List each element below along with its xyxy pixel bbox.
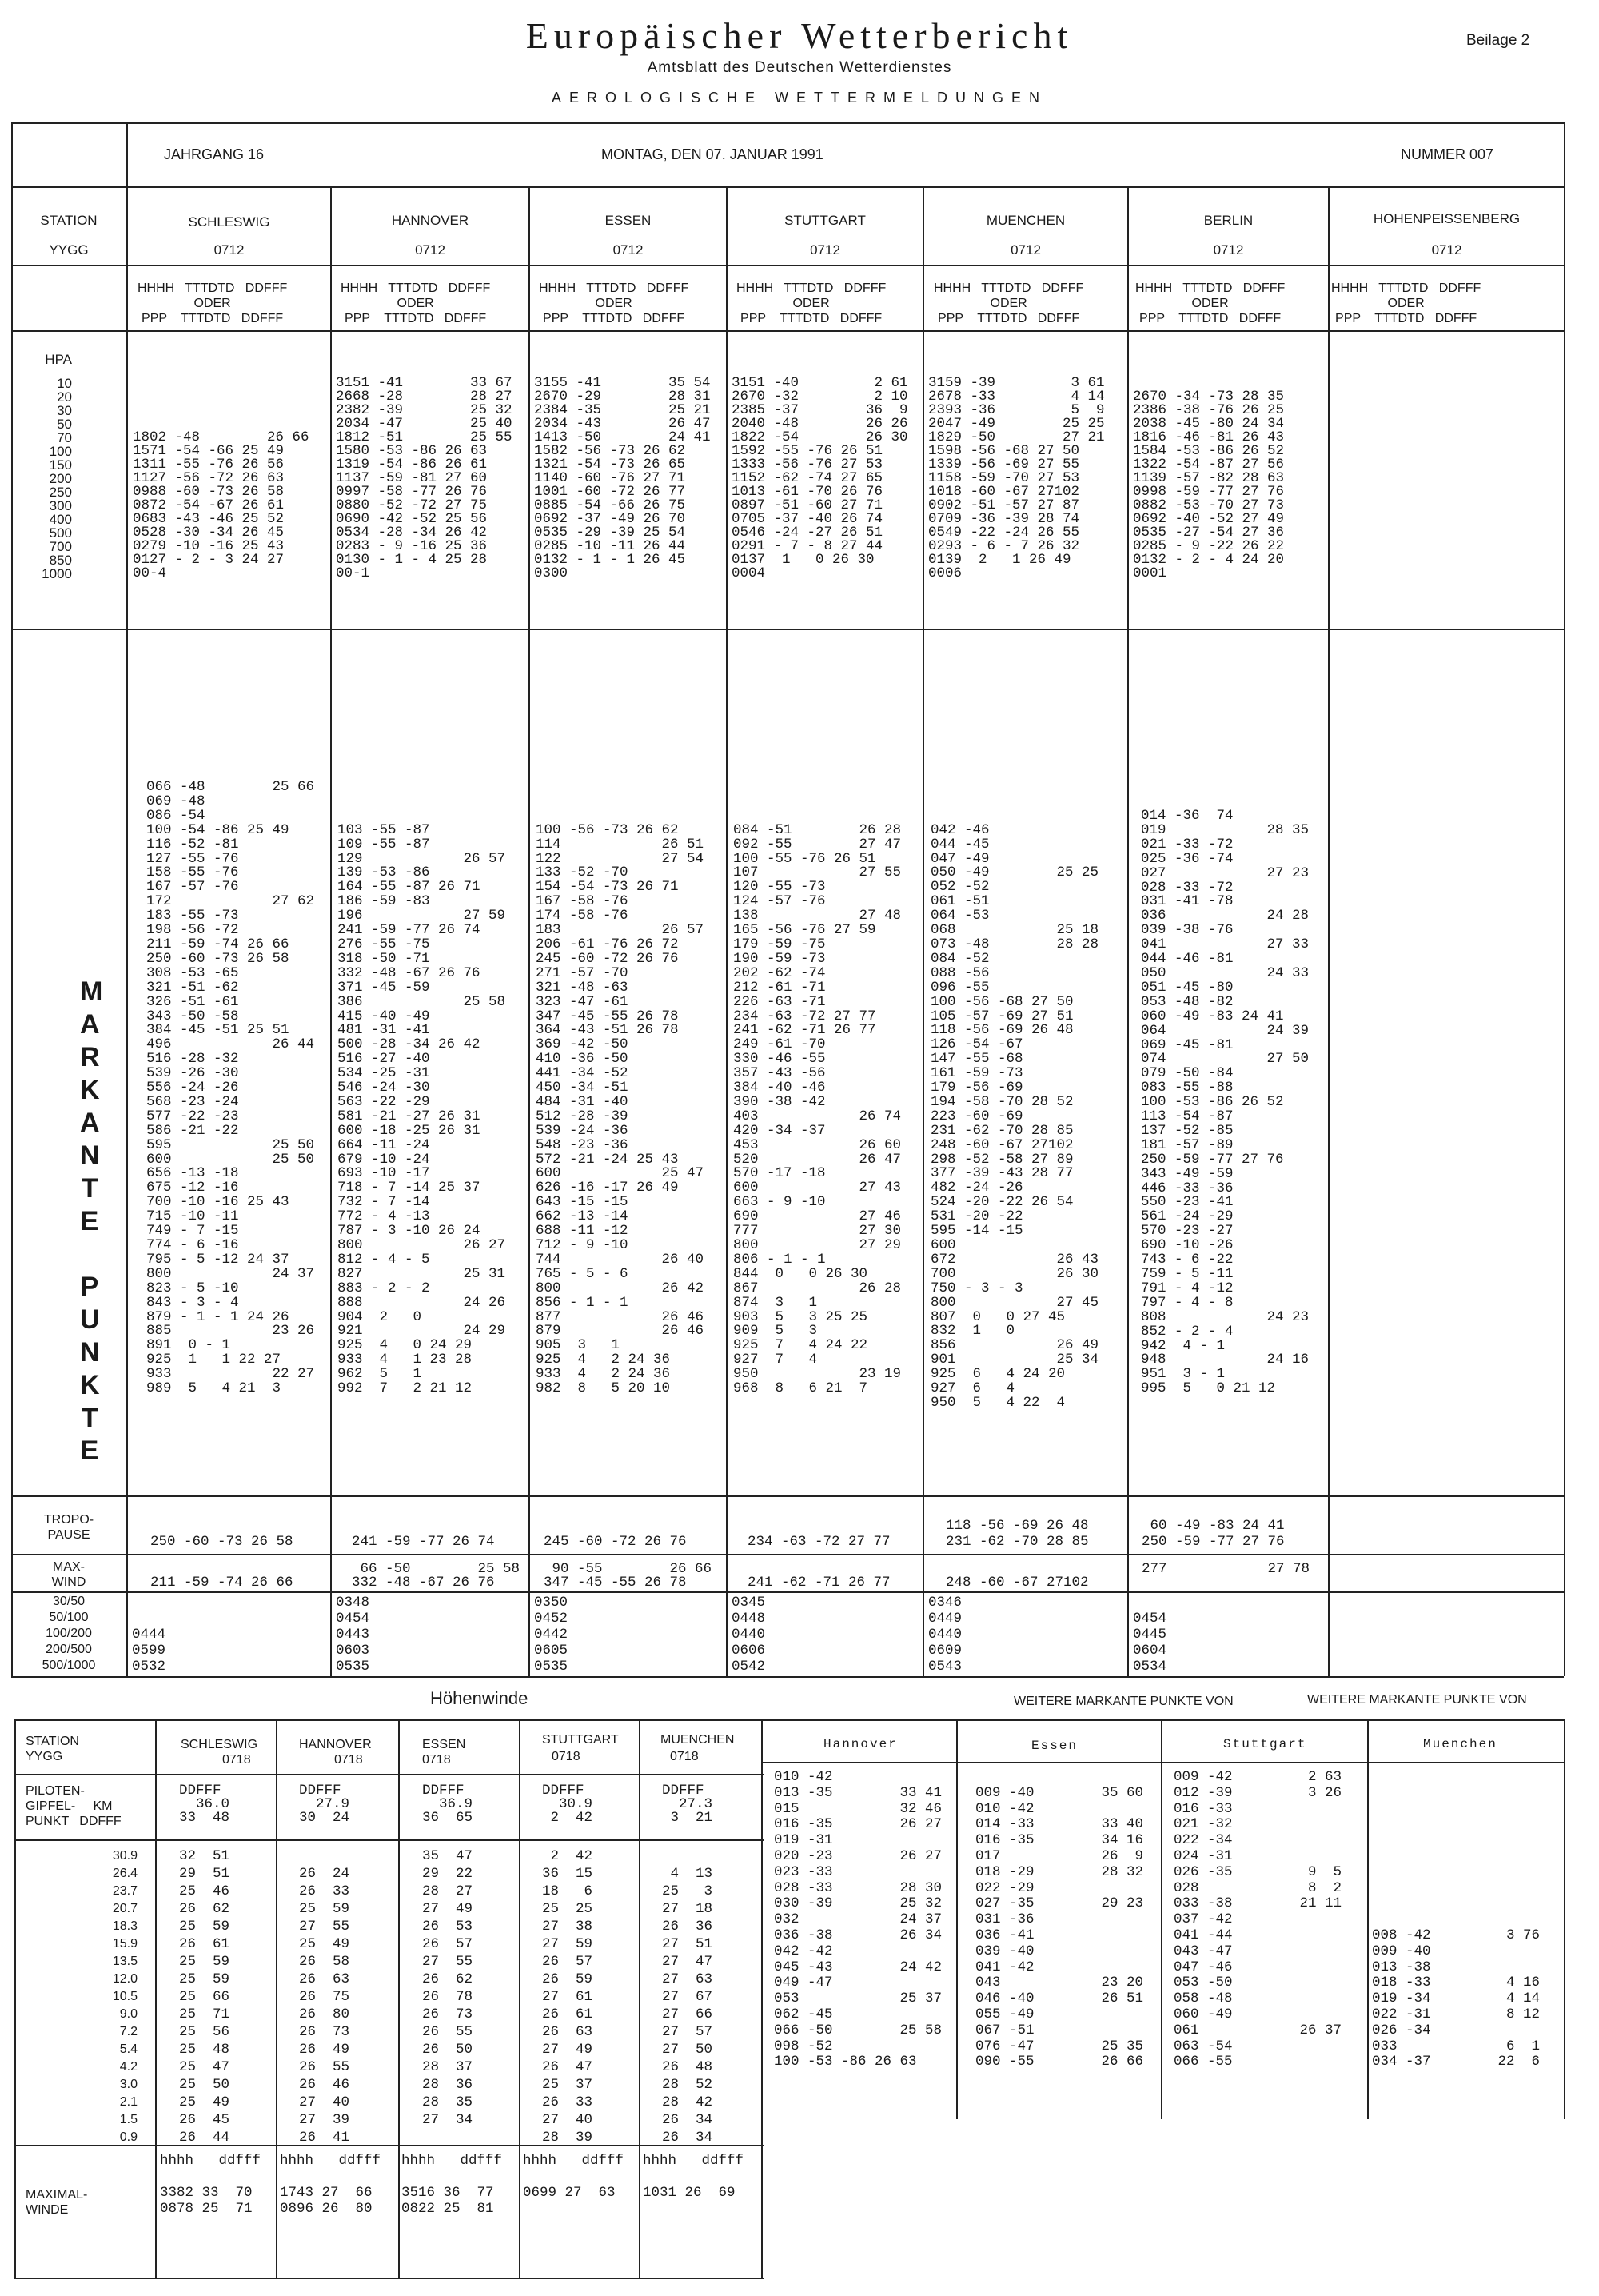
weitere-label: WEITERE MARKANTE PUNKTE VON	[1014, 1695, 1234, 1708]
station-yygg: 0712	[1213, 242, 1244, 258]
divider	[1161, 1719, 1162, 2119]
hw-data-muenchen: 4 13 25 3 27 18 26 36 27 51 27 47 27 63 27 67 27 66 27 57 27 50 26 48 28 52 28 42 26 34 26 34	[662, 1866, 713, 2146]
column-subheader: HHHH TTTDTD DDFFF ODER PPP TTTDTD DDFFF	[341, 282, 491, 325]
std-levels-berlin: 2670 -34 -73 28 35 2386 -38 -76 26 25 2038 -45 -80 24 34 1816 -46 -81 26 43 1584 -53 -86 26 52 1322 -54 -87 27 56 1139 -57 -82 28 63 0998 -59 -77 27 76 0882 -53 -70 27 73 0692 -40 -52 27 49 0535 -27 -54 27 36 0285 - 9 -22 26 22 0132 - 2 - 4 24 20 0001	[1133, 389, 1285, 581]
divider	[14, 1774, 764, 1775]
weitere-data-hannover: 010 -42 013 -35 33 41 015 32 46 016 -35 26 27 019 -31 020 -23 26 27 023 -33 028 -33 28 30 030 -39 25 32 032 24 37 036 -38 26 34 042 -42 045 -43 24 42 049 -47 053 25 37 062 -45 066 -50 25 58 098 -52 100 -53 -86 26 63	[774, 1769, 943, 2070]
station-yygg: 0712	[612, 242, 644, 258]
jahrgang: JAHRGANG 16	[164, 146, 265, 162]
hw-yygg: 0718	[670, 1750, 699, 1763]
divider	[11, 1591, 1564, 1593]
weitere-col-essen: Essen	[1031, 1739, 1079, 1753]
divider	[11, 265, 1564, 266]
divider	[519, 1719, 520, 2278]
sig-points-schleswig: 066 -48 25 66 069 -48 086 -54 100 -54 -86 25 49 116 -52 -81 127 -55 -76 158 -55 -76 167 -57 -76 172 27 62 183 -55 -73 198 -56 -72 211 -59 -74 26 66 250 -60 -73 26 58 308 -53 -65 321 -51 -62 326 -51 -61 343 -50 -58 384 -45 -51 25 51 496 26 44 516 -28 -32 539 -26 -30 556 -24 -26 568 -23 -24 577 -22 -23 586 -21 -22 595 25 50 600 25 50 656 -13 -18 675 -12 -16 700 -10 -16 25 43 715 -10 -11 749 - 7 -15 774 - 6 -16 795 - 5 -12 24 37 800 24 37 823 - 5 -10 843 - 3 - 4 879 - 1 - 1 24 26 885 23 26 891 0 - 1 925 1 1 22 27 933 22 27 989 5 4 21 3	[146, 779, 315, 1397]
pressure-levels: 10 20 30 50 70 100 150 200 250 300 400 500 700 850 1000	[42, 376, 72, 581]
nummer: NUMMER 007	[1401, 146, 1494, 162]
divider	[14, 1719, 16, 2278]
markante-punkte-label: M A R K A N T E P U N K T E	[80, 976, 103, 1466]
layers-essen: 0350 0452 0442 0605 0535	[534, 1595, 568, 1675]
column-subheader: HHHH TTTDTD DDFFF ODER PPP TTTDTD DDFFF	[1135, 282, 1286, 325]
hw-station-hannover: HANNOVER	[299, 1738, 372, 1751]
divider	[330, 186, 332, 1676]
column-subheader: HHHH TTTDTD DDFFF ODER PPP TTTDTD DDFFF	[138, 282, 288, 325]
tropopause-label: TROPO- PAUSE	[43, 1513, 94, 1542]
report-title: Europäischer Wetterbericht	[525, 15, 1074, 56]
hw-yygg: 0718	[422, 1753, 451, 1767]
hoehenwinde-title: Höhenwinde	[430, 1688, 528, 1708]
column-subheader: HHHH TTTDTD DDFFF ODER PPP TTTDTD DDFFF	[934, 282, 1084, 325]
divider	[11, 122, 13, 1676]
hw-yygg: 0718	[334, 1753, 363, 1767]
hw-top-essen: DDFFF 36.9 36 65	[422, 1783, 473, 1826]
std-levels-schleswig: 1802 -48 26 66 1571 -54 -66 25 49 1311 -55 -76 26 56 1127 -56 -72 26 63 0988 -60 -73 26 58 0872 -54 -67 26 61 0683 -43 -46 25 52 0528 -30 -34 26 45 0279 -10 -16 25 43 0127 - 2 - 3 24 27 00-4	[133, 429, 309, 581]
divider	[956, 1719, 958, 2119]
hw-station-essen: ESSEN	[422, 1738, 466, 1751]
weitere-label: WEITERE MARKANTE PUNKTE VON	[1307, 1693, 1527, 1707]
station-name-hannover: HANNOVER	[391, 213, 469, 228]
yygg-label: YYGG	[49, 242, 89, 258]
tropo-hannover: 241 -59 -77 26 74	[352, 1534, 495, 1550]
sig-points-hannover: 103 -55 -87 109 -55 -87 129 26 57 139 -53 -86 164 -55 -87 26 71 186 -59 -83 196 27 59 241 -59 -77 26 74 276 -55 -75 318 -50 -71 332 -48 -67 26 76 371 -45 -59 386 25 58 415 -40 -49 481 -31 -41 500 -28 -34 26 42 516 -27 -40 534 -25 -31 546 -24 -30 563 -22 -29 581 -21 -27 26 31 600 -18 -25 26 31 664 -11 -24 679 -10 -24 693 -10 -17 718 - 7 -14 25 37 732 - 7 -14 772 - 4 -13 787 - 3 -10 26 24 800 26 27 812 - 4 - 5 827 25 31 883 - 2 - 2 888 24 26 904 2 0 921 24 29 925 4 0 24 29 933 4 1 23 28 962 5 1 992 7 2 21 12	[337, 821, 506, 1397]
beilage-label: Beilage 2	[1466, 32, 1530, 49]
layers-stuttgart: 0345 0448 0440 0606 0542	[732, 1595, 766, 1675]
hw-station-muenchen: MUENCHEN	[660, 1733, 735, 1747]
divider	[639, 1719, 640, 2278]
hw-maximal-label: MAXIMAL- WINDE	[26, 2188, 88, 2217]
divider	[923, 186, 924, 1676]
hw-top-hannover: DDFFF 27.9 30 24	[299, 1783, 350, 1826]
maxwind-hannover: 66 -50 25 58 332 -48 -67 26 76	[352, 1561, 520, 1591]
hw-piloten-label: PILOTEN- GIPFEL- KM PUNKT DDFFF	[26, 1784, 122, 1828]
date: MONTAG, DEN 07. JANUAR 1991	[601, 146, 823, 162]
divider	[1564, 1719, 1565, 2119]
divider	[726, 186, 728, 1676]
station-yygg: 0712	[213, 242, 245, 258]
weitere-data-muenchen: 008 -42 3 76 009 -40 013 -38 018 -33 4 16 019 -34 4 14 022 -31 8 12 026 -34 033 6 1 034 -37 22 6	[1372, 1927, 1541, 2070]
std-levels-essen: 3155 -41 35 54 2670 -29 28 31 2384 -35 25 21 2034 -43 26 47 1413 -50 24 41 1582 -56 -73 26 62 1321 -54 -73 26 65 1140 -60 -76 27 71 1001 -60 -72 26 77 0885 -54 -66 26 75 0692 -37 -49 26 70 0535 -29 -39 25 54 0285 -10 -11 26 44 0132 - 1 - 1 26 45 0300	[534, 375, 711, 581]
divider	[11, 1676, 1564, 1678]
divider	[1328, 186, 1330, 1676]
layers-berlin: 0454 0445 0604 0534	[1133, 1611, 1167, 1675]
divider	[14, 1839, 764, 1841]
divider	[14, 2278, 764, 2279]
report-subtitle: Amtsblatt des Deutschen Wetterdienstes	[647, 59, 952, 76]
column-subheader: HHHH TTTDTD DDFFF ODER PPP TTTDTD DDFFF	[736, 282, 887, 325]
station-name-stuttgart: STUTTGART	[784, 213, 866, 228]
layers-schleswig: 0444 0599 0532	[132, 1627, 166, 1675]
station-name-berlin: BERLIN	[1203, 213, 1254, 228]
tropo-stuttgart: 234 -63 -72 27 77	[748, 1534, 891, 1550]
weitere-col-hannover: Hannover	[823, 1737, 898, 1751]
hw-top-stuttgart: DDFFF 30.9 2 42	[542, 1783, 593, 1826]
maxwind-essen: 90 -55 26 66 347 -45 -55 26 78	[544, 1561, 712, 1591]
hw-yygg-label: YYGG	[26, 1750, 63, 1763]
station-name-schleswig: SCHLESWIG	[188, 214, 270, 230]
layers-label: 30/50 50/100 100/200 200/500 500/1000	[42, 1595, 96, 1672]
hw-max-stuttgart: hhhh ddfff 0699 27 63	[523, 2153, 624, 2201]
sig-points-stuttgart: 084 -51 26 28 092 -55 27 47 100 -55 -76 26 51 107 27 55 120 -55 -73 124 -57 -76 138 27 48 165 -56 -76 27 59 179 -59 -75 190 -59 -73 202 -62 -74 212 -61 -71 226 -63 -71 234 -63 -72 27 77 241 -62 -71 26 77 249 -61 -70 330 -46 -55 357 -43 -56 384 -40 -46 390 -38 -42 403 26 74 420 -34 -37 453 26 60 520 26 47 570 -17 -18 600 27 43 663 - 9 -10 690 27 46 777 27 30 800 27 29 806 - 1 - 1 844 0 0 26 30 867 26 28 874 3 1 903 5 3 25 25 909 5 3 925 7 4 24 22 927 7 4 950 23 19 968 8 6 21 7	[733, 821, 902, 1397]
std-levels-muenchen: 3159 -39 3 61 2678 -33 4 14 2393 -36 5 9 2047 -49 25 25 1829 -50 27 21 1598 -56 -68 27 50 1339 -56 -69 27 55 1158 -59 -70 27 53 1018 -60 -67 27102 0902 -51 -57 27 87 0709 -36 -39 28 74 0549 -22 -24 26 55 0293 - 6 - 7 26 32 0139 2 1 26 49 0006	[928, 375, 1105, 581]
section-title: AEROLOGISCHE WETTERMELDUNGEN	[551, 90, 1048, 106]
hw-yygg: 0718	[222, 1753, 251, 1767]
hw-top-schleswig: DDFFF 36.0 33 48	[179, 1783, 230, 1826]
station-yygg: 0712	[1011, 242, 1041, 258]
hpa-label: HPA	[45, 352, 72, 367]
layers-hannover: 0348 0454 0443 0603 0535	[336, 1595, 370, 1675]
sig-points-essen: 100 -56 -73 26 62 114 26 51 122 27 54 133 -52 -70 154 -54 -73 26 71 167 -58 -76 174 -58 -76 183 26 57 206 -61 -76 26 72 245 -60 -72 26 76 271 -57 -70 321 -48 -63 323 -47 -61 347 -45 -55 26 78 364 -43 -51 26 78 369 -42 -50 410 -36 -50 441 -34 -52 450 -34 -51 484 -31 -40 512 -28 -39 539 -24 -36 548 -23 -36 572 -21 -24 25 43 600 25 47 626 -16 -17 26 49 643 -15 -15 662 -13 -14 688 -11 -12 712 - 9 -10 744 26 40 765 - 5 - 6 800 26 42 856 - 1 - 1 877 26 46 879 26 46 905 3 1 925 4 2 24 36 933 4 2 24 36 982 8 5 20 10	[536, 821, 704, 1397]
layers-muenchen: 0346 0449 0440 0609 0543	[928, 1595, 963, 1675]
divider	[276, 1719, 277, 2278]
weitere-col-muenchen: Muenchen	[1423, 1737, 1497, 1751]
tropo-essen: 245 -60 -72 26 76	[544, 1534, 687, 1550]
hw-max-muenchen: hhhh ddfff 1031 26 69	[643, 2153, 744, 2201]
hw-data-hannover: 26 24 26 33 25 59 27 55 25 49 26 58 26 63 26 75 26 80 26 73 26 49 26 55 26 46 27 40 27 39 26 41	[299, 1866, 350, 2146]
weitere-data-stuttgart: 009 -42 2 63 012 -39 3 26 016 -33 021 -32 022 -34 024 -31 026 -35 9 5 028 8 2 033 -38 21 11 037 -42 041 -44 043 -47 047 -46 053 -50 058 -48 060 -49 061 26 37 063 -54 066 -55	[1174, 1769, 1342, 2070]
station-yygg: 0712	[1431, 242, 1462, 258]
sig-points-muenchen: 042 -46 044 -45 047 -49 050 -49 25 25 052 -52 061 -51 064 -53 068 25 18 073 -48 28 28 084 -52 088 -56 096 -55 100 -56 -68 27 50 105 -57 -69 27 51 118 -56 -69 26 48 126 -54 -67 147 -55 -68 161 -59 -73 179 -56 -69 194 -58 -70 28 52 223 -60 -69 231 -62 -70 28 85 248 -60 -67 27102 298 -52 -58 27 89 377 -39 -43 28 77 482 -24 -26 524 -20 -22 26 54 531 -20 -22 595 -14 -15 600 672 26 43 700 26 30 750 - 3 - 3 800 27 45 807 0 0 27 45 832 1 0 856 26 49 901 25 34 925 6 4 24 20 927 6 4 950 5 4 22 4	[931, 821, 1099, 1411]
station-name-muenchen: MUENCHEN	[986, 213, 1066, 228]
std-levels-stuttgart: 3151 -40 2 61 2670 -32 2 10 2385 -37 36 9 2040 -48 26 26 1822 -54 26 30 1592 -55 -76 26 51 1333 -56 -76 27 53 1152 -62 -74 27 65 1013 -61 -70 26 76 0897 -51 -60 27 71 0705 -37 -40 26 74 0546 -24 -27 26 51 0291 - 7 - 8 27 44 0137 1 0 26 30 0004	[732, 375, 908, 581]
station-name-hohenpeissenberg: HOHENPEISSENBERG	[1373, 211, 1521, 226]
divider	[11, 122, 1564, 124]
column-subheader: HHHH TTTDTD DDFFF ODER PPP TTTDTD DDFFF	[1331, 282, 1481, 325]
divider	[528, 186, 530, 1676]
hw-data-essen: 35 47 29 22 28 27 27 49 26 53 26 57 27 55 26 62 26 78 26 73 26 55 26 50 28 37 28 36 28 35 27 34	[422, 1848, 473, 2128]
hw-levels: 30.9 26.4 23.7 20.7 18.3 15.9 13.5 12.0 10.5 9.0 7.2 5.4 4.2 3.0 2.1 1.5 0.9	[112, 1849, 138, 2144]
std-levels-hannover: 3151 -41 33 67 2668 -28 28 27 2382 -39 25 32 2034 -47 25 40 1812 -51 25 55 1580 -53 -86 26 63 1319 -54 -86 26 61 1137 -59 -81 27 60 0997 -58 -77 26 76 0880 -52 -72 27 75 0690 -42 -52 25 56 0534 -28 -34 26 42 0283 - 9 -16 25 36 0130 - 1 - 4 25 28 00-1	[336, 375, 512, 581]
hw-station-schleswig: SCHLESWIG	[181, 1738, 258, 1751]
station-yygg: 0712	[810, 242, 840, 258]
hw-data-schleswig: 32 51 29 51 25 46 26 62 25 59 26 61 25 59 25 59 25 66 25 71 25 56 25 48 25 47 25 50 25 49 26 45 26 44	[179, 1848, 230, 2146]
maxwind-muenchen: 248 -60 -67 27102	[946, 1575, 1089, 1591]
weitere-data-essen: 009 -40 35 60 010 -42 014 -33 33 40 016 -35 34 16 017 26 9 018 -29 28 32 022 -29 027 -35 29 23 031 -36 036 -41 039 -40 041 -42 043 23 20 046 -40 26 51 055 -49 067 -51 076 -47 25 35 090 -55 26 66	[975, 1784, 1144, 2070]
hw-max-schleswig: hhhh ddfff 3382 33 70 0878 25 71	[160, 2153, 261, 2217]
divider	[761, 1762, 1564, 1763]
station-label: STATION	[40, 213, 98, 228]
divider	[11, 1495, 1564, 1497]
sig-points-berlin: 014 -36 74 019 28 35 021 -33 -72 025 -36 -74 027 27 23 028 -33 -72 031 -41 -78 036 24 28 039 -38 -76 041 27 33 044 -46 -81 050 24 33 051 -45 -80 053 -48 -82 060 -49 -83 24 41 064 24 39 069 -45 -81 074 27 50 079 -50 -84 083 -55 -88 100 -53 -86 26 52 113 -54 -87 137 -52 -85 181 -57 -89 250 -59 -77 27 76 343 -49 -59 446 -33 -36 550 -23 -41 561 -24 -29 570 -23 -27 690 -10 -26 743 - 6 -22 759 - 5 -11 791 - 4 -12 797 - 4 - 8 808 24 23 852 - 2 - 4 942 4 - 1 948 24 16 951 3 - 1 995 5 0 21 12	[1141, 808, 1310, 1397]
divider	[761, 1719, 763, 2278]
tropo-berlin: 60 -49 -83 24 41 250 -59 -77 27 76	[1142, 1518, 1285, 1550]
weitere-col-stuttgart: Stuttgart	[1223, 1737, 1307, 1751]
station-name-essen: ESSEN	[604, 213, 652, 228]
divider	[126, 122, 128, 1676]
divider	[11, 186, 1564, 188]
station-yygg: 0712	[415, 242, 445, 258]
divider	[14, 1719, 1564, 1721]
divider	[1127, 186, 1129, 1676]
divider	[11, 1554, 1564, 1555]
hw-max-essen: hhhh ddfff 3516 36 77 0822 25 81	[401, 2153, 503, 2217]
hw-station-label: STATION	[26, 1735, 79, 1748]
divider	[398, 1719, 400, 2278]
hw-station-stuttgart: STUTTGART	[542, 1733, 619, 1747]
divider	[1367, 1719, 1369, 2119]
hw-yygg: 0718	[552, 1750, 580, 1763]
tropo-schleswig: 250 -60 -73 26 58	[150, 1534, 293, 1550]
maxwind-berlin: 277 27 78	[1142, 1561, 1310, 1577]
divider	[11, 629, 1564, 630]
hw-data-stuttgart: 2 42 36 15 18 6 25 25 27 38 27 59 26 57 26 59 27 61 26 61 26 63 27 49 26 47 25 37 26 33 27 40 28 39	[542, 1848, 593, 2146]
divider	[155, 1719, 157, 2278]
column-subheader: HHHH TTTDTD DDFFF ODER PPP TTTDTD DDFFF	[539, 282, 689, 325]
maxwind-label: MAX- WIND	[51, 1560, 86, 1589]
hw-max-hannover: hhhh ddfff 1743 27 66 0896 26 80	[280, 2153, 381, 2217]
maxwind-schleswig: 211 -59 -74 26 66	[150, 1575, 293, 1591]
divider	[1564, 122, 1565, 1676]
tropo-muenchen: 118 -56 -69 26 48 231 -62 -70 28 85	[946, 1518, 1089, 1550]
divider	[11, 330, 1564, 332]
maxwind-stuttgart: 241 -62 -71 26 77	[748, 1575, 891, 1591]
hw-top-muenchen: DDFFF 27.3 3 21	[662, 1783, 713, 1826]
